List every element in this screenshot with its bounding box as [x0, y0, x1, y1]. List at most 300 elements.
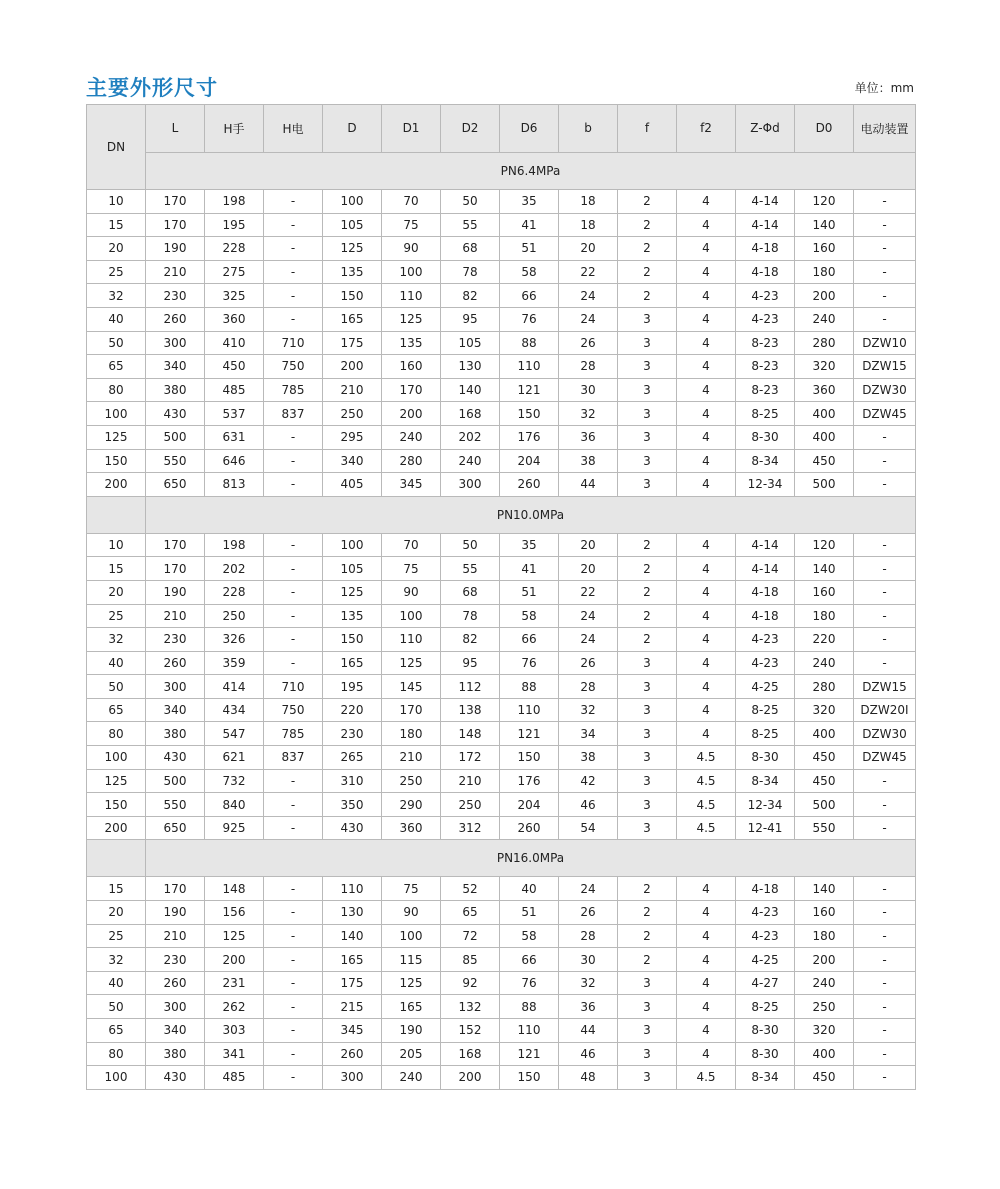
table-cell: 76 — [500, 651, 559, 675]
table-cell: 172 — [441, 746, 500, 770]
table-cell: 121 — [500, 378, 559, 402]
table-cell: 2 — [618, 557, 677, 581]
table-cell: 275 — [205, 260, 264, 284]
table-cell: 190 — [146, 580, 205, 604]
table-cell: 210 — [146, 924, 205, 948]
table-cell: 100 — [87, 402, 146, 426]
table-cell: 12-34 — [736, 473, 795, 497]
table-cell: 430 — [146, 1066, 205, 1090]
pressure-section-header — [87, 496, 916, 533]
table-cell: 200 — [382, 402, 441, 426]
table-cell: 750 — [264, 355, 323, 379]
table-cell: - — [264, 901, 323, 925]
table-cell: 190 — [146, 237, 205, 261]
table-cell: 250 — [382, 769, 441, 793]
table-cell: 90 — [382, 580, 441, 604]
table-cell: 300 — [323, 1066, 382, 1090]
table-cell: 135 — [382, 331, 441, 355]
table-cell: 176 — [500, 425, 559, 449]
table-cell: - — [264, 473, 323, 497]
table-cell: 210 — [382, 746, 441, 770]
table-cell: 230 — [146, 948, 205, 972]
table-cell: 8-25 — [736, 698, 795, 722]
table-cell: 50 — [87, 995, 146, 1019]
table-cell: 125 — [382, 651, 441, 675]
table-cell: 135 — [323, 604, 382, 628]
table-row — [87, 260, 916, 284]
table-cell: 4 — [677, 628, 736, 652]
table-cell: 631 — [205, 425, 264, 449]
table-cell: 202 — [441, 425, 500, 449]
col-header-d2: D2 — [441, 105, 500, 153]
table-cell: 140 — [323, 924, 382, 948]
table-cell: 34 — [559, 722, 618, 746]
table-cell: 4 — [677, 402, 736, 426]
table-cell: 68 — [441, 237, 500, 261]
table-cell: 4-14 — [736, 533, 795, 557]
header-row — [87, 105, 916, 153]
table-cell: 135 — [323, 260, 382, 284]
table-cell: 150 — [500, 1066, 559, 1090]
table-cell: 198 — [205, 190, 264, 214]
table-cell: 240 — [382, 425, 441, 449]
table-cell: 65 — [87, 1019, 146, 1043]
table-cell: 250 — [323, 402, 382, 426]
table-cell: 88 — [500, 995, 559, 1019]
table-cell: 450 — [795, 1066, 854, 1090]
table-cell: 110 — [323, 877, 382, 901]
table-cell: 180 — [795, 260, 854, 284]
table-cell: 3 — [618, 473, 677, 497]
table-cell: 240 — [795, 651, 854, 675]
table-cell: 50 — [87, 675, 146, 699]
table-cell: 66 — [500, 948, 559, 972]
table-cell: - — [854, 425, 916, 449]
table-cell: DZW30 — [854, 378, 916, 402]
table-row — [87, 213, 916, 237]
table-cell: - — [854, 1019, 916, 1043]
table-cell: 26 — [559, 651, 618, 675]
table-cell: 4 — [677, 533, 736, 557]
table-cell: 4-23 — [736, 284, 795, 308]
table-cell: - — [854, 557, 916, 581]
table-cell: 3 — [618, 331, 677, 355]
table-cell: 485 — [205, 378, 264, 402]
table-cell: 205 — [382, 1042, 441, 1066]
table-cell: - — [264, 877, 323, 901]
table-cell: 175 — [323, 331, 382, 355]
table-cell: 140 — [795, 877, 854, 901]
table-cell: 3 — [618, 307, 677, 331]
table-cell: 160 — [795, 237, 854, 261]
table-cell: 4-23 — [736, 924, 795, 948]
table-cell: - — [264, 793, 323, 817]
table-cell: 3 — [618, 675, 677, 699]
table-cell: 2 — [618, 877, 677, 901]
table-cell: 42 — [559, 769, 618, 793]
table-cell: 8-34 — [736, 449, 795, 473]
table-cell: - — [854, 260, 916, 284]
table-cell: 110 — [382, 628, 441, 652]
table-cell: 3 — [618, 355, 677, 379]
table-cell: 8-23 — [736, 378, 795, 402]
table-cell: - — [264, 580, 323, 604]
table-cell: 35 — [500, 190, 559, 214]
table-cell: 15 — [87, 877, 146, 901]
table-cell: 140 — [795, 557, 854, 581]
table-cell: 240 — [441, 449, 500, 473]
table-row — [87, 698, 916, 722]
table-cell: 4-14 — [736, 557, 795, 581]
table-cell: 430 — [146, 402, 205, 426]
table-cell: 785 — [264, 378, 323, 402]
table-cell: 51 — [500, 237, 559, 261]
table-cell: 50 — [441, 190, 500, 214]
table-cell: - — [264, 651, 323, 675]
col-header-l: L — [146, 105, 205, 153]
table-cell: 4.5 — [677, 769, 736, 793]
table-cell: 650 — [146, 816, 205, 840]
table-cell: 150 — [500, 746, 559, 770]
table-cell: 36 — [559, 425, 618, 449]
table-cell: 4 — [677, 473, 736, 497]
table-row — [87, 793, 916, 817]
table-cell: 3 — [618, 402, 677, 426]
table-cell: - — [264, 924, 323, 948]
table-cell: 380 — [146, 722, 205, 746]
col-header-f2: f2 — [677, 105, 736, 153]
table-cell: 125 — [382, 971, 441, 995]
table-cell: 125 — [205, 924, 264, 948]
table-cell: 4-25 — [736, 948, 795, 972]
table-cell: - — [854, 877, 916, 901]
table-cell: 380 — [146, 378, 205, 402]
table-cell: 310 — [323, 769, 382, 793]
table-cell: 65 — [441, 901, 500, 925]
table-cell: DZW10 — [854, 331, 916, 355]
table-cell: 250 — [795, 995, 854, 1019]
table-cell: DZW45 — [854, 746, 916, 770]
table-cell: 4 — [677, 722, 736, 746]
table-cell: 200 — [441, 1066, 500, 1090]
table-cell: 300 — [146, 331, 205, 355]
table-cell: 4 — [677, 331, 736, 355]
table-cell: 36 — [559, 995, 618, 1019]
table-cell: - — [264, 533, 323, 557]
table-cell: 500 — [795, 473, 854, 497]
table-cell: 51 — [500, 580, 559, 604]
table-cell: 200 — [795, 948, 854, 972]
table-cell: 20 — [559, 533, 618, 557]
table-cell: - — [264, 213, 323, 237]
table-cell: 837 — [264, 402, 323, 426]
table-cell: 150 — [323, 628, 382, 652]
table-cell: 3 — [618, 425, 677, 449]
table-cell: 4-14 — [736, 213, 795, 237]
table-cell: 180 — [795, 604, 854, 628]
table-cell: 500 — [146, 769, 205, 793]
table-cell: 24 — [559, 307, 618, 331]
table-cell: 24 — [559, 604, 618, 628]
table-cell: 345 — [323, 1019, 382, 1043]
table-cell: - — [854, 651, 916, 675]
table-cell: 2 — [618, 284, 677, 308]
table-cell: 18 — [559, 213, 618, 237]
table-cell: 837 — [264, 746, 323, 770]
table-cell: 550 — [146, 449, 205, 473]
table-cell: 345 — [382, 473, 441, 497]
table-cell: 88 — [500, 331, 559, 355]
table-cell: 130 — [323, 901, 382, 925]
table-cell: 18 — [559, 190, 618, 214]
table-cell: 50 — [87, 331, 146, 355]
table-cell: 4-25 — [736, 675, 795, 699]
col-header-d1: D1 — [382, 105, 441, 153]
table-cell: 148 — [205, 877, 264, 901]
table-row — [87, 901, 916, 925]
table-cell: 165 — [323, 307, 382, 331]
table-cell: 110 — [382, 284, 441, 308]
table-cell: DZW45 — [854, 402, 916, 426]
table-cell: 2 — [618, 924, 677, 948]
pressure-section-header — [87, 152, 916, 189]
table-cell: 547 — [205, 722, 264, 746]
table-cell: 2 — [618, 237, 677, 261]
table-cell: 262 — [205, 995, 264, 1019]
table-cell: 58 — [500, 604, 559, 628]
table-cell: 100 — [323, 533, 382, 557]
table-cell: 22 — [559, 580, 618, 604]
table-cell: 20 — [559, 557, 618, 581]
table-row — [87, 331, 916, 355]
table-cell: 54 — [559, 816, 618, 840]
table-cell: - — [854, 948, 916, 972]
table-cell: 4 — [677, 877, 736, 901]
table-cell: 28 — [559, 675, 618, 699]
table-cell: 550 — [795, 816, 854, 840]
table-cell: 785 — [264, 722, 323, 746]
table-cell: 360 — [382, 816, 441, 840]
table-cell: 80 — [87, 378, 146, 402]
table-cell: 46 — [559, 793, 618, 817]
table-cell: 485 — [205, 1066, 264, 1090]
table-cell: 25 — [87, 604, 146, 628]
table-cell: 100 — [382, 260, 441, 284]
table-cell: 170 — [146, 533, 205, 557]
table-cell: 340 — [146, 1019, 205, 1043]
table-cell: 204 — [500, 793, 559, 817]
table-cell: 320 — [795, 1019, 854, 1043]
table-cell: 165 — [323, 651, 382, 675]
table-cell: 55 — [441, 557, 500, 581]
table-cell: 813 — [205, 473, 264, 497]
table-cell: 88 — [500, 675, 559, 699]
table-cell: - — [264, 1019, 323, 1043]
table-row — [87, 816, 916, 840]
col-header-d0: D0 — [795, 105, 854, 153]
table-cell: 150 — [87, 793, 146, 817]
table-cell: 450 — [795, 449, 854, 473]
col-header-d6: D6 — [500, 105, 559, 153]
table-cell: 100 — [382, 604, 441, 628]
table-cell: 12-34 — [736, 793, 795, 817]
table-cell: 3 — [618, 1042, 677, 1066]
table-cell: 170 — [382, 378, 441, 402]
table-cell: 4 — [677, 924, 736, 948]
table-cell: 176 — [500, 769, 559, 793]
table-cell: 10 — [87, 533, 146, 557]
table-cell: 3 — [618, 1019, 677, 1043]
table-cell: 230 — [146, 628, 205, 652]
table-cell: 4-18 — [736, 580, 795, 604]
table-cell: 2 — [618, 213, 677, 237]
table-cell: 2 — [618, 580, 677, 604]
table-cell: 138 — [441, 698, 500, 722]
table-cell: 170 — [146, 557, 205, 581]
table-cell: 430 — [146, 746, 205, 770]
table-cell: 4 — [677, 190, 736, 214]
table-cell: 58 — [500, 924, 559, 948]
table-cell: DZW30 — [854, 722, 916, 746]
table-cell: 4-18 — [736, 877, 795, 901]
table-cell: 76 — [500, 971, 559, 995]
table-cell: 8-30 — [736, 425, 795, 449]
table-cell: 120 — [795, 533, 854, 557]
table-cell: 430 — [323, 816, 382, 840]
table-cell: 410 — [205, 331, 264, 355]
table-cell: 100 — [323, 190, 382, 214]
table-cell: 300 — [146, 675, 205, 699]
table-cell: 140 — [441, 378, 500, 402]
pressure-class-label: PN6.4MPa — [146, 152, 916, 189]
table-cell: 26 — [559, 901, 618, 925]
table-cell: 160 — [795, 901, 854, 925]
table-cell: 303 — [205, 1019, 264, 1043]
table-cell: 32 — [87, 628, 146, 652]
table-cell: 26 — [559, 331, 618, 355]
table-cell: 70 — [382, 190, 441, 214]
table-cell: - — [264, 628, 323, 652]
table-cell: 95 — [441, 651, 500, 675]
table-cell: - — [854, 604, 916, 628]
table-cell: 85 — [441, 948, 500, 972]
table-cell: - — [854, 284, 916, 308]
table-row — [87, 284, 916, 308]
col-header-actuator: 电动装置 — [854, 105, 916, 153]
table-cell: 130 — [441, 355, 500, 379]
table-cell: 32 — [87, 948, 146, 972]
col-header-h-electric: H电 — [264, 105, 323, 153]
table-cell: 325 — [205, 284, 264, 308]
table-cell: 28 — [559, 355, 618, 379]
table-cell: 4 — [677, 378, 736, 402]
table-row — [87, 628, 916, 652]
table-cell: 3 — [618, 378, 677, 402]
table-cell: 4 — [677, 1019, 736, 1043]
table-cell: 280 — [382, 449, 441, 473]
table-cell: 200 — [323, 355, 382, 379]
table-cell: - — [264, 284, 323, 308]
table-cell: 52 — [441, 877, 500, 901]
table-cell: 228 — [205, 237, 264, 261]
table-cell: 195 — [323, 675, 382, 699]
table-cell: 152 — [441, 1019, 500, 1043]
table-cell: 165 — [382, 995, 441, 1019]
table-cell: 230 — [323, 722, 382, 746]
table-cell: 72 — [441, 924, 500, 948]
table-cell: 4 — [677, 260, 736, 284]
table-cell: 156 — [205, 901, 264, 925]
table-cell: 8-25 — [736, 995, 795, 1019]
table-cell: 4 — [677, 971, 736, 995]
table-row — [87, 995, 916, 1019]
table-cell: 50 — [441, 533, 500, 557]
table-cell: 3 — [618, 769, 677, 793]
table-cell: 4 — [677, 425, 736, 449]
table-cell: 341 — [205, 1042, 264, 1066]
table-cell: 35 — [500, 533, 559, 557]
table-cell: 32 — [559, 402, 618, 426]
table-cell: - — [264, 449, 323, 473]
table-cell: 198 — [205, 533, 264, 557]
table-cell: 125 — [87, 425, 146, 449]
table-cell: 250 — [441, 793, 500, 817]
table-cell: 125 — [323, 580, 382, 604]
table-cell: 20 — [87, 237, 146, 261]
table-cell: 4 — [677, 449, 736, 473]
table-cell: 537 — [205, 402, 264, 426]
table-cell: 8-34 — [736, 769, 795, 793]
table-cell: 4 — [677, 675, 736, 699]
table-cell: 168 — [441, 1042, 500, 1066]
table-cell: 20 — [87, 580, 146, 604]
table-cell: 105 — [441, 331, 500, 355]
table-cell: 75 — [382, 213, 441, 237]
table-cell: - — [854, 793, 916, 817]
table-cell: 4.5 — [677, 746, 736, 770]
table-cell: 350 — [323, 793, 382, 817]
table-cell: 840 — [205, 793, 264, 817]
table-cell: - — [854, 307, 916, 331]
table-cell: 8-34 — [736, 1066, 795, 1090]
table-cell: 125 — [323, 237, 382, 261]
table-cell: 10 — [87, 190, 146, 214]
table-row — [87, 355, 916, 379]
table-cell: 100 — [87, 1066, 146, 1090]
table-cell: 925 — [205, 816, 264, 840]
table-row — [87, 948, 916, 972]
table-cell: 82 — [441, 284, 500, 308]
table-cell: 250 — [205, 604, 264, 628]
table-cell: 25 — [87, 924, 146, 948]
table-cell: 240 — [382, 1066, 441, 1090]
table-cell: 92 — [441, 971, 500, 995]
table-cell: 150 — [323, 284, 382, 308]
table-cell: 75 — [382, 877, 441, 901]
table-row — [87, 604, 916, 628]
table-cell: 200 — [205, 948, 264, 972]
table-row — [87, 378, 916, 402]
table-cell: 51 — [500, 901, 559, 925]
table-cell: 38 — [559, 746, 618, 770]
table-cell: - — [854, 995, 916, 1019]
section-dn-blank — [87, 840, 146, 877]
table-cell: 260 — [500, 816, 559, 840]
table-cell: 312 — [441, 816, 500, 840]
table-cell: 4-14 — [736, 190, 795, 214]
table-cell: 15 — [87, 213, 146, 237]
table-cell: - — [854, 237, 916, 261]
